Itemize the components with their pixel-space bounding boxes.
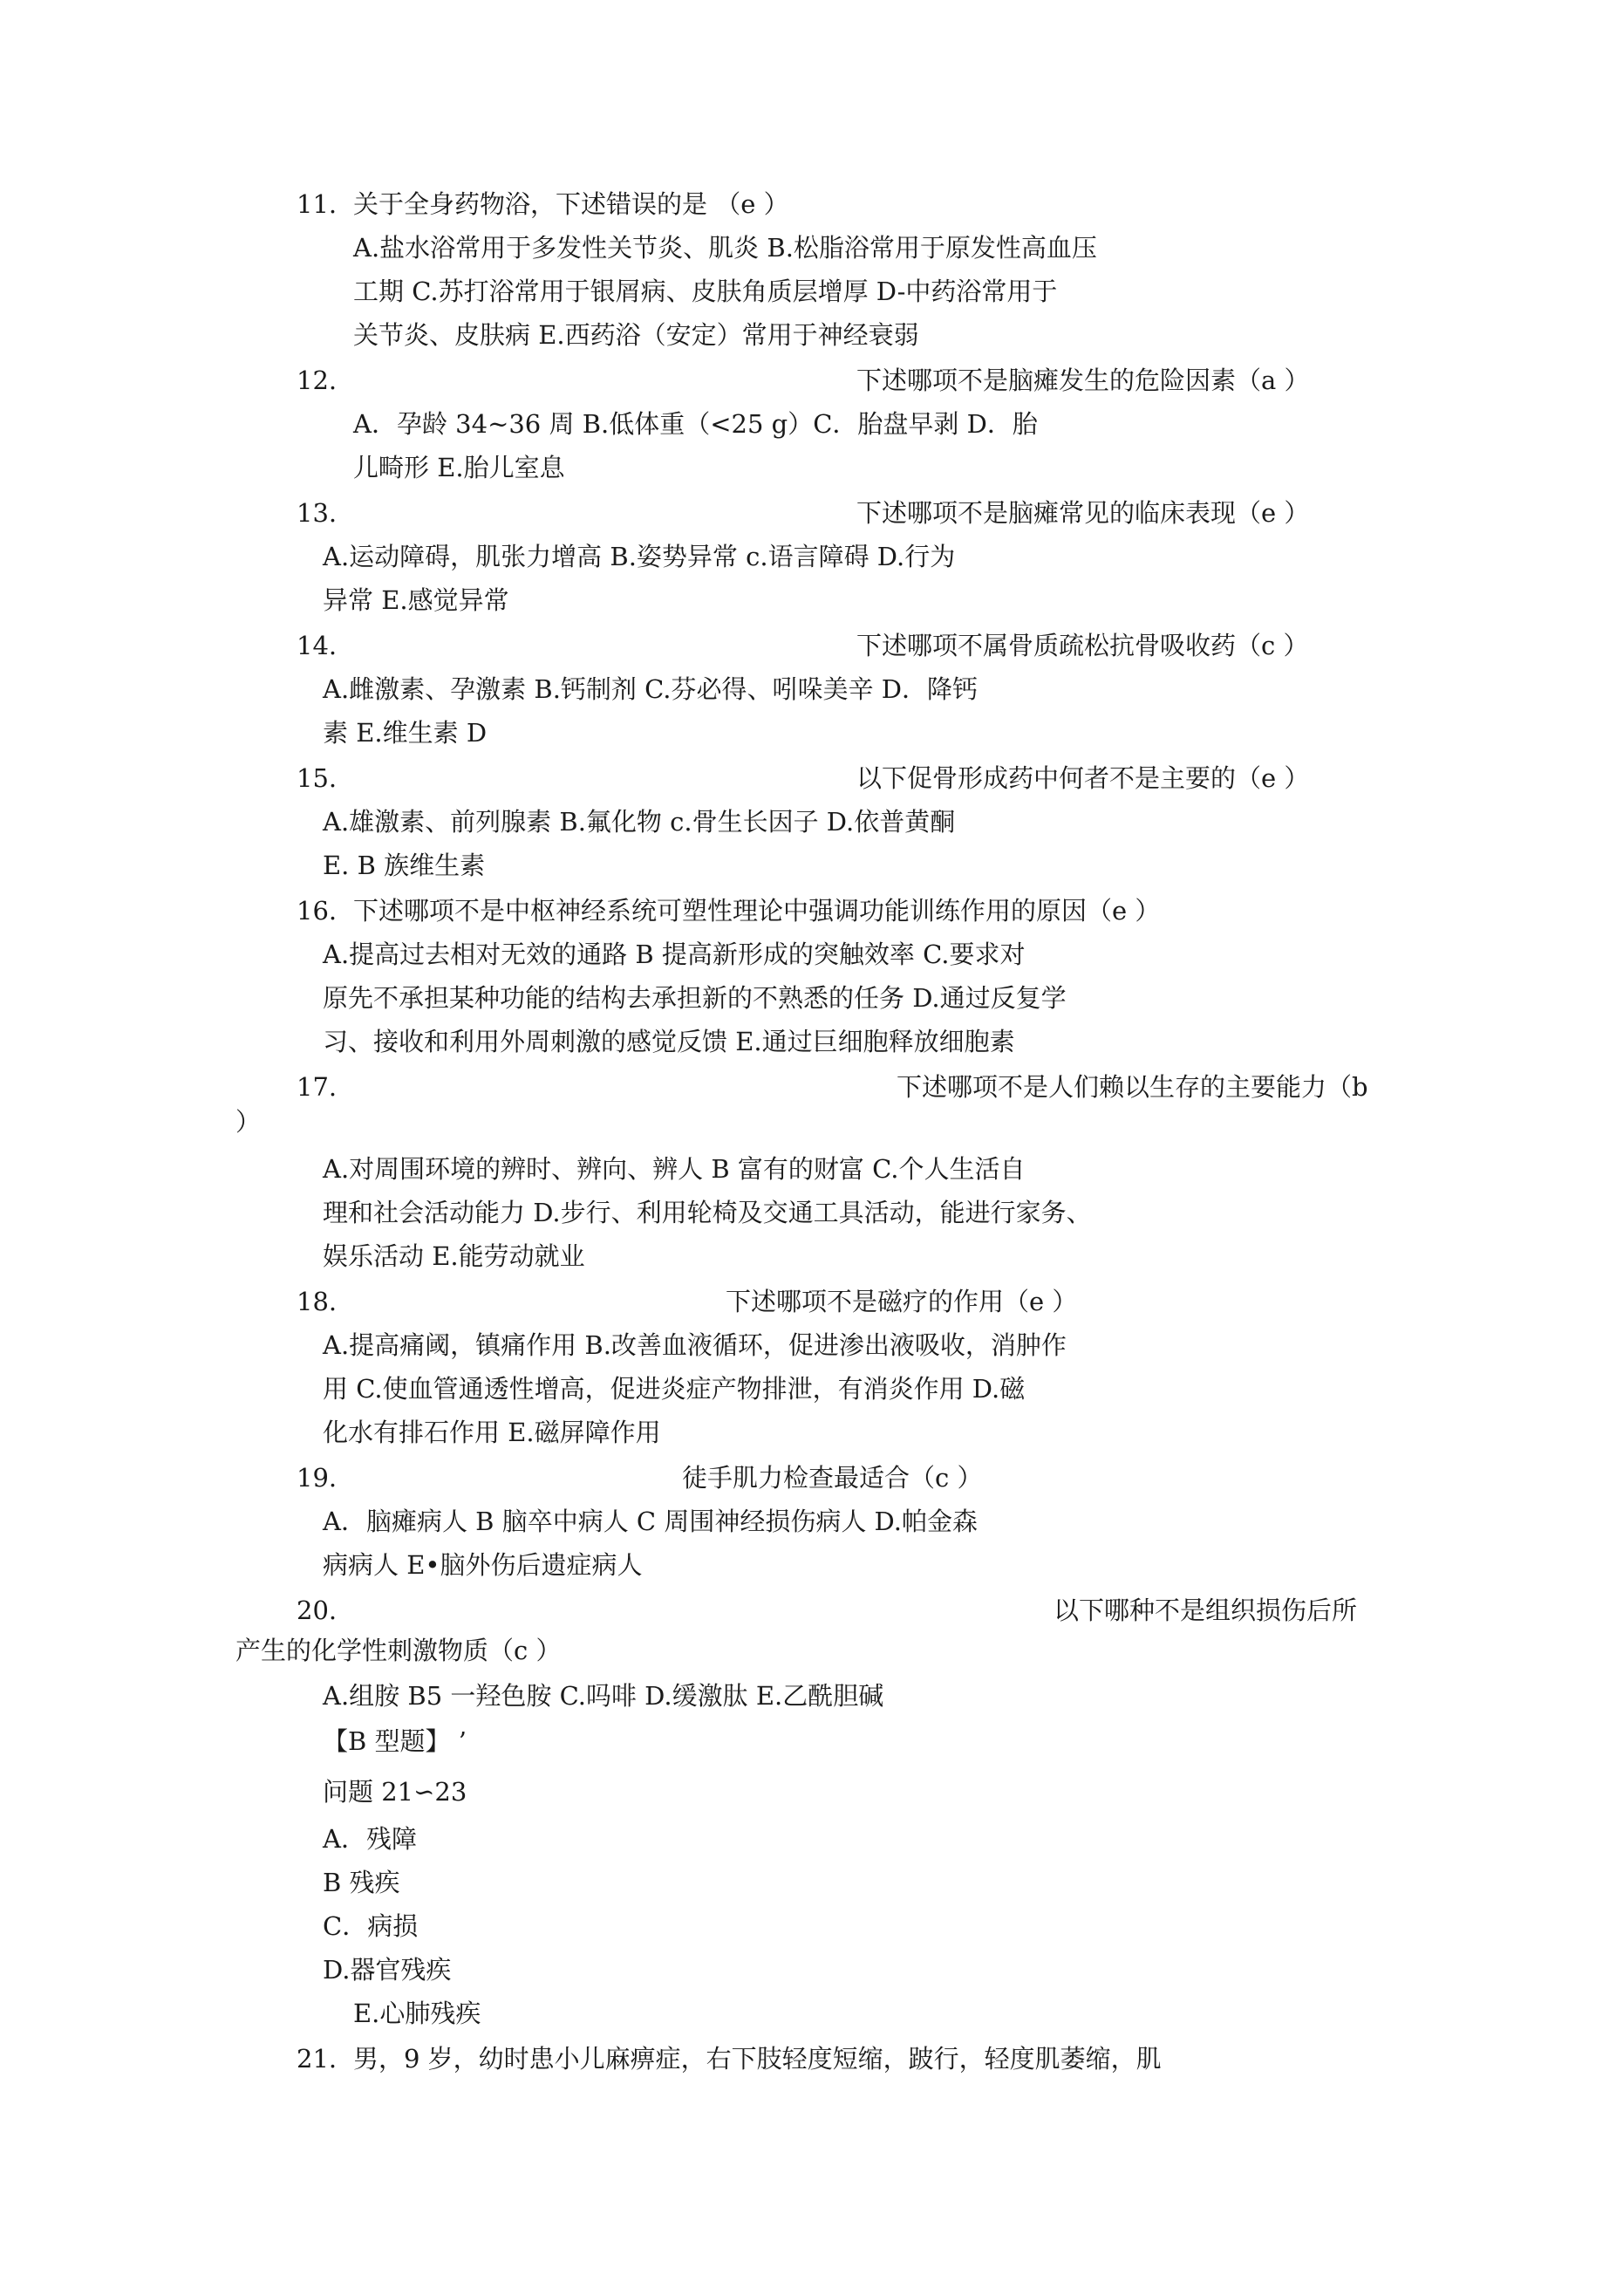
question-14-option-line: A.雌激素、孕激素 B.钙制剂 C.芬必得、吲哚美辛 D．降钙 (323, 674, 978, 704)
question-13-option-line: 异常 E.感觉异常 (323, 585, 509, 615)
question-17-stem-end: ） (235, 1107, 262, 1137)
question-16-number: 16. (297, 896, 338, 926)
question-12-option-line: 儿畸形 E.胎儿室息 (353, 453, 565, 482)
group-option: E.心肺残疾 (353, 1999, 481, 2028)
question-16-option-line: A.提高过去相对无效的通路 B 提高新形成的突触效率 C.要求对 (323, 940, 1026, 969)
question-15-option-line: A.雄激素、前列腺素 B.氟化物 c.骨生长因子 D.依普黄酮 (323, 807, 956, 837)
question-14-option-line: 素 E.维生素 D (323, 718, 488, 748)
question-16-option-line: 习、接收和利用外周刺激的感觉反馈 E.通过巨细胞释放细胞素 (323, 1027, 1015, 1056)
question-18-number: 18. (297, 1287, 338, 1316)
question-18-option-line: 用 C.使血管通透性增高，促进炎症产物排泄，有消炎作用 D.磁 (323, 1374, 1026, 1404)
question-group-label: 问题 21∽23 (323, 1777, 467, 1807)
question-18-stem: 下述哪项不是磁疗的作用（e ） (726, 1287, 1078, 1316)
question-15-number: 15. (297, 763, 338, 793)
question-21-stem: 男，9 岁，幼时患小儿麻痹症，右下肢轻度短缩，跛行，轻度肌萎缩，肌 (353, 2044, 1162, 2074)
question-11-stem: 关于全身药物浴，下述错误的是 （e ） (353, 189, 789, 219)
question-11-option-line: A.盐水浴常用于多发性关节炎、肌炎 B.松脂浴常用于原发性高血压 (353, 233, 1097, 263)
question-16-option-line: 原先不承担某种功能的结构去承担新的不熟悉的任务 D.通过反复学 (323, 983, 1067, 1013)
group-option: C．病损 (323, 1911, 419, 1941)
question-17-option-line: A.对周围环境的辨时、辨向、辨人 B 富有的财富 C.个人生活自 (323, 1154, 1026, 1184)
question-12-option-line: A．孕龄 34~36 周 B.低体重（<25 g）C．胎盘早剥 D．胎 (353, 409, 1038, 439)
section-heading: 【B 型题】 ’ (323, 1726, 467, 1756)
question-11-number: 11. (297, 189, 338, 219)
question-12-stem: 下述哪项不是脑瘫发生的危险因素（a ） (856, 366, 1310, 395)
question-18-option-line: A.提高痛阈，镇痛作用 B.改善血液循环，促进渗出液吸收，消肿作 (323, 1330, 1067, 1360)
question-21-number: 21. (297, 2044, 338, 2074)
question-12-number: 12. (297, 366, 338, 395)
question-19-option-line: A．脑瘫病人 B 脑卒中病人 C 周围神经损伤病人 D.帕金森 (323, 1507, 978, 1536)
question-17-stem: 下述哪项不是人们赖以生存的主要能力（b (897, 1072, 1368, 1102)
question-20-stem: 以下哪种不是组织损伤后所 (1054, 1596, 1358, 1625)
question-15-stem: 以下促骨形成药中何者不是主要的（e ） (856, 763, 1310, 793)
group-option: A．残障 (323, 1824, 417, 1854)
question-19-number: 19. (297, 1463, 338, 1493)
group-option: B 残疾 (323, 1868, 400, 1897)
question-17-number: 17. (297, 1072, 338, 1102)
question-15-option-line: E. B 族维生素 (323, 851, 486, 880)
question-17-option-line: 娱乐活动 E.能劳动就业 (323, 1241, 585, 1271)
question-13-stem: 下述哪项不是脑瘫常见的临床表现（e ） (856, 498, 1310, 528)
question-13-number: 13. (297, 498, 338, 528)
question-11-option-line: 工期 C.苏打浴常用于银屑病、皮肤角质层增厚 D-中药浴常用于 (353, 277, 1058, 306)
question-14-stem: 下述哪项不属骨质疏松抗骨吸收药（c ） (856, 631, 1309, 660)
question-14-number: 14. (297, 631, 338, 660)
group-option: D.器官残疾 (323, 1955, 452, 1985)
question-11-option-line: 关节炎、皮肤病 E.西药浴（安定）常用于神经衰弱 (353, 320, 919, 350)
question-20-stem-cont: 产生的化学性刺激物质（c ） (235, 1636, 562, 1665)
question-16-stem: 下述哪项不是中枢神经系统可塑性理论中强调功能训练作用的原因（e ） (353, 896, 1161, 926)
question-20-number: 20. (297, 1596, 338, 1625)
question-18-option-line: 化水有排石作用 E.磁屏障作用 (323, 1418, 661, 1447)
question-20-option-line: A.组胺 B5 一羟色胺 C.吗啡 D.缓激肽 E.乙酰胆碱 (323, 1681, 884, 1711)
question-19-option-line: 病病人 E•脑外伤后遗症病人 (323, 1550, 643, 1580)
question-17-option-line: 理和社会活动能力 D.步行、利用轮椅及交通工具活动，能进行家务、 (323, 1198, 1092, 1227)
question-19-stem: 徒手肌力检查最适合（c ） (682, 1463, 983, 1493)
question-13-option-line: A.运动障碍，肌张力增高 B.姿势异常 c.语言障碍 D.行为 (323, 542, 956, 571)
